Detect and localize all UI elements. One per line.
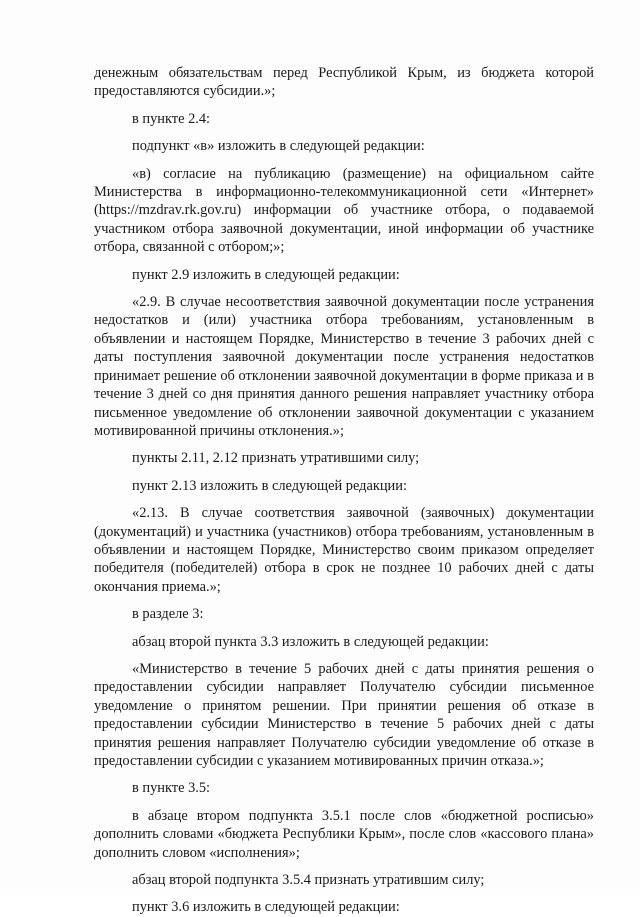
paragraph-item-2-9-text: «2.9. В случае несоответствия заявочной документации после устранения недостатков и (или) участника отбора требованиям, установленным в объявлении и настоящем Порядке, Министерство в течение 3 рабочих дней с даты поступления заявочной документации после устранения недостатков принимает решение об отклонении заявочной документации в форме приказа и в течение 3 дней со дня принятия данного решения направляет участнику отбора письменное уведомление об отклонении заявочной документации с указанием мотивированной причины отклонения.»; <box>94 294 594 439</box>
paragraph-subitem-v-intro: подпункт «в» изложить в следующей редакции: <box>132 138 425 155</box>
paragraph-item-3-6-intro: пункт 3.6 изложить в следующей редакции: <box>132 899 400 916</box>
paragraph-subitem-v-text: «в) согласие на публикацию (размещение) на официальном сайте Министерства в информационно-телекоммуникационной сети «Интернет» (https://mzdrav.rk.gov.ru) информации об участнике отбора, о подаваемой участником отбора заявочной документации, иной информации об участнике отбора, связанной с отбором;»; <box>94 165 594 256</box>
paragraph-continuation: денежным обязательствам перед Республикой Крым, из бюджета которой предоставляются субсидии.»; <box>94 65 594 100</box>
paragraph-section-3: в разделе 3: <box>132 606 204 623</box>
paragraph-item-3-3-intro: абзац второй пункта 3.3 изложить в следующей редакции: <box>132 633 489 650</box>
paragraph-item-2-4: в пункте 2.4: <box>132 110 211 127</box>
document-body <box>94 64 594 917</box>
paragraph-item-2-13-intro: пункт 2.13 изложить в следующей редакции: <box>132 477 407 494</box>
paragraph-item-2-13-text: «2.13. В случае соответствия заявочной (заявочных) документации (документаций) и участника (участников) отбора требованиям, установленным в объявлении и настоящем Порядке, Министерство своим приказом определяет победителя (победителей) отбора в срок не позднее 10 рабочих дней с даты окончания приема.»; <box>94 505 594 595</box>
paragraph-item-3-5: в пункте 3.5: <box>132 780 211 797</box>
paragraph-item-3-5-4: абзац второй подпункта 3.5.4 признать утратившим силу; <box>132 872 485 889</box>
paragraph-item-3-5-1: в абзаце втором подпункта 3.5.1 после слов «бюджетной росписью» дополнить словами «бюджета Республики Крым», после слов «кассового плана» дополнить словом «исполнения»; <box>94 807 594 861</box>
paragraph-item-3-3-text: «Министерство в течение 5 рабочих дней с даты принятия решения о предоставлении субсидии направляет Получателю субсидии письменное уведомление о принятом решении. При принятии решения об отказе в предоставлении субсидии Министерство в течение 5 рабочих дней с даты принятия решения направляет Получателю субсидии уведомление об отказе в предоставлении субсидии с указанием мотивированных причин отказа.»; <box>94 660 594 769</box>
paragraph-items-2-11-2-12: пункты 2.11, 2.12 признать утратившими силу; <box>132 450 420 467</box>
paragraph-item-2-9-intro: пункт 2.9 изложить в следующей редакции: <box>132 266 400 283</box>
